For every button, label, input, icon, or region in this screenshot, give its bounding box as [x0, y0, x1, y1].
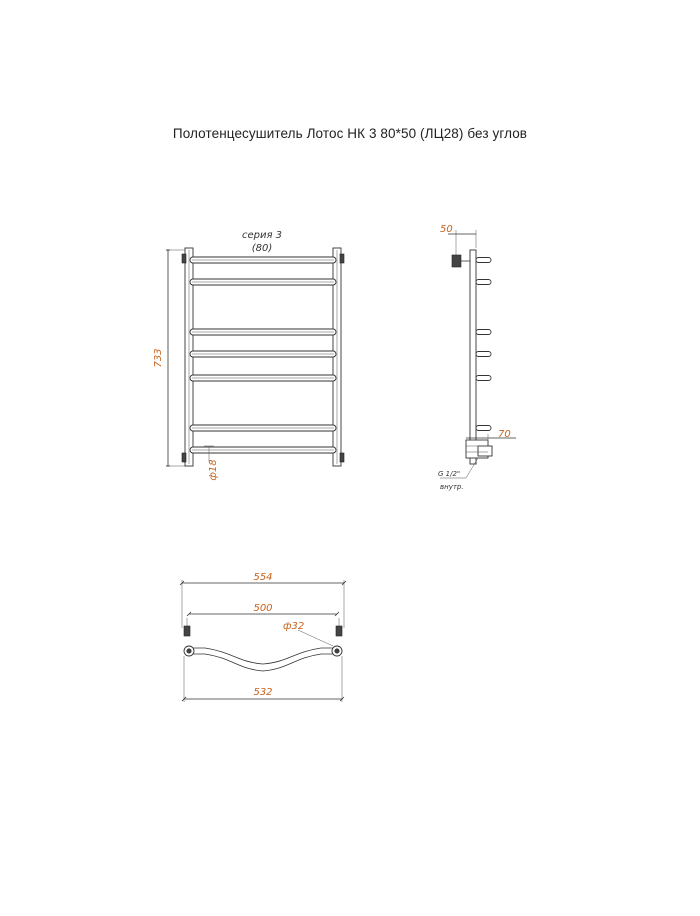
thread-label: G 1/2"	[438, 470, 461, 478]
side-view	[438, 224, 516, 491]
curved-rail-front	[189, 648, 337, 664]
side-rung-stub	[476, 426, 491, 431]
body-width-dimension: 532	[253, 687, 273, 698]
side-rung-stub	[476, 376, 491, 381]
rungs	[190, 257, 336, 453]
pipe-diameter-dimension: ф32	[283, 621, 305, 632]
center-distance-dimension: 500	[253, 603, 273, 614]
overall-width-dimension: 554	[253, 572, 273, 583]
height-dimension: 733	[153, 348, 164, 368]
tube-diameter-dimension: ф18	[208, 459, 219, 481]
side-rung-stub	[476, 352, 491, 357]
series-size: (80)	[251, 243, 273, 254]
side-rung-stub	[476, 280, 491, 285]
side-rung-stub	[476, 330, 491, 335]
bottom-dimension: 70	[498, 429, 511, 440]
top-view	[180, 572, 346, 702]
thread-sub-label: внутр.	[440, 483, 464, 491]
curved-rail-back	[189, 654, 337, 671]
side-body	[470, 250, 476, 464]
front-view	[153, 230, 344, 481]
page-title: Полотенцесушитель Лотос НК 3 80*50 (ЛЦ28) без углов	[172, 126, 528, 141]
depth-dimension: 50	[440, 224, 453, 235]
side-rung-stubs	[476, 258, 491, 453]
side-rung-stub	[476, 258, 491, 263]
series-label: серия 3	[241, 230, 283, 241]
